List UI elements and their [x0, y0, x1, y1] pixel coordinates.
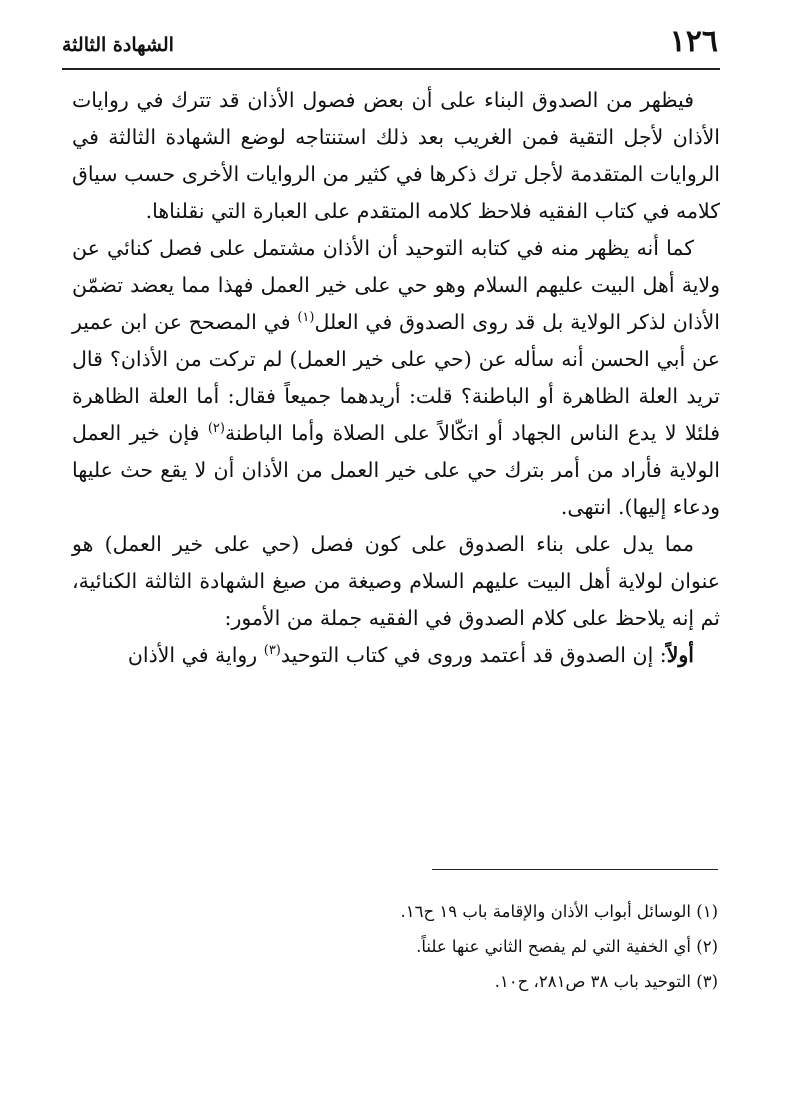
paragraph-2	[72, 230, 720, 526]
footnote-ref-3: (٣)	[263, 643, 281, 659]
footnote-ref-1: (١)	[297, 310, 315, 326]
paragraph-2-part-a: كما أنه يظهر منه في كتابه التوحيد أن الأذان مشتمل على فصل كنائي عن ولاية أهل البيت عليهم السلام وهو حي على خير العمل فهذا مما يعضد تضمّن الأذان لذكر الولاية بل قد روى الصدوق في العلل	[72, 236, 720, 334]
footnotes	[72, 894, 718, 999]
page-number: ١٢٦	[669, 24, 718, 59]
paragraph-4	[72, 637, 720, 674]
paragraph-4-lead: أولاً	[666, 643, 694, 667]
footnote-1: (١) الوسائل أبواب الأذان والإقامة باب ١٩ ح١٦.	[400, 902, 718, 921]
body-text	[72, 82, 720, 674]
paragraph-3: مما يدل على بناء الصدوق على كون فصل (حي على خير العمل) هو عنوان لولاية أهل البيت عليهم السلام وصيغة من صيغ الشهادة الثالثة الكنائية، ثم إنه يلاحظ على كلام الصدوق في الفقيه جملة من الأمور:	[72, 532, 720, 630]
paragraph-4-part-b: رواية في الأذان	[127, 643, 264, 667]
paragraph-2-part-b: في المصحح عن ابن عمير عن أبي الحسن أنه سأله عن (حي على خير العمل) لم تركت من الأذان؟ قال تريد العلة الظاهرة أو الباطنة؟ قلت: أريدهما جميعاً فقال: أما العلة الظاهرة فلئلا لا يدع الناس الجهاد أو اتكّالاً على الصلاة وأما الباطنة	[72, 310, 720, 445]
page-header	[62, 22, 718, 66]
footnote-rule	[432, 869, 718, 870]
footnote-3: (٣) التوحيد باب ٣٨ ص٢٨١، ح١٠.	[494, 972, 718, 991]
paragraph-1: فيظهر من الصدوق البناء على أن بعض فصول الأذان قد تترك في روايات الأذان لأجل التقية فمن الغريب بعد ذلك استنتاجه لوضع الشهادة الثالثة في الروايات المتقدمة لأجل ترك ذكرها في كثير من الروايات الأخرى حسب سياق كلامه في كتاب الفقيه فلاحظ كلامه المتقدم على العبارة التي نقلناها.	[72, 88, 720, 223]
running-title: الشهادة الثالثة	[62, 34, 174, 56]
footnote-2: (٢) أي الخفية التي لم يفصح الثاني عنها علناً.	[416, 937, 718, 956]
footnote-ref-2: (٢)	[207, 421, 225, 437]
paragraph-4-part-a: : إن الصدوق قد أعتمد وروى في كتاب التوحيد	[280, 643, 667, 667]
paragraph-2-part-c: فإن خير العمل الولاية فأراد من أمر بترك حي على خير العمل من الأذان أن لا يقع حث عليها ودعاء إليها). انتهى.	[72, 421, 720, 519]
header-rule	[62, 68, 720, 70]
